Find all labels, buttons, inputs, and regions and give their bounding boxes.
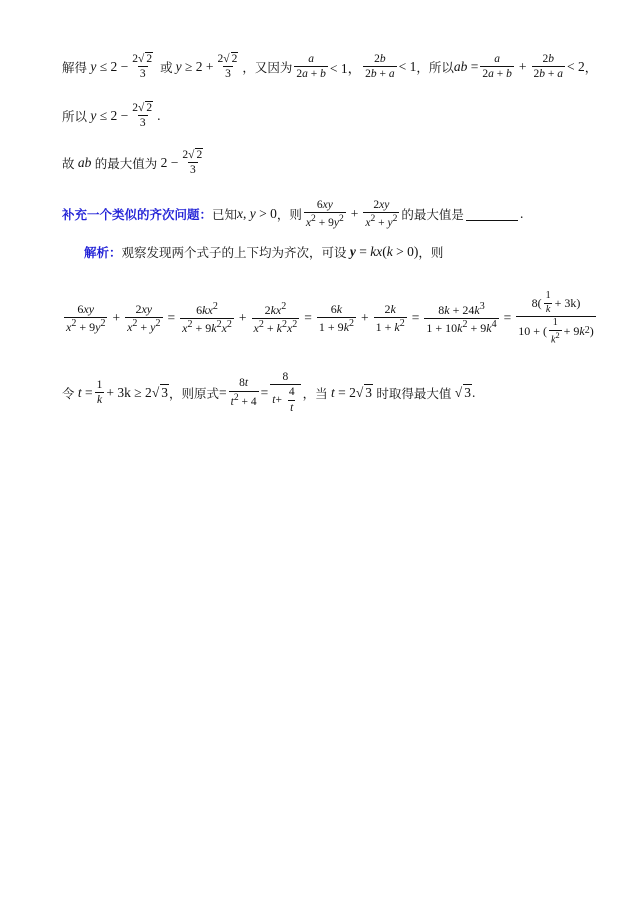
solution-text: 观察发现两个式子的上下均为齐次，可设: [121, 245, 347, 260]
frac-1-over-k: $\frac{1}{k}$: [96, 378, 103, 407]
frac-2sqrt2-over-3-b: $\frac{2√ 2}{3}$: [216, 52, 241, 82]
text-comma: ，: [584, 59, 598, 75]
math-t-eq: t =: [77, 384, 93, 400]
text-shiqude: 时取得最大值: [376, 385, 452, 401]
math-xy-gt-0: x, y > 0: [237, 206, 277, 222]
frac-2xy: $\frac{2xy}{x^2 + y^2}$: [365, 199, 398, 230]
solution-line: [84, 243, 443, 261]
frac-a-over-2a-b-2: $\frac{a}{2a + b}$: [482, 53, 512, 81]
frac-6xy: $\frac{6xy}{x^2 + 9y^2}$: [305, 199, 344, 230]
eq-frac-1: $\frac{6xy}{x^2 + 9y^2}$: [66, 301, 106, 334]
question-line: [62, 198, 523, 231]
eq-frac-3: $\frac{6kx^2}{x^2 + 9k^2x^2}$: [182, 300, 232, 335]
math-lt-1: < 1，: [329, 60, 362, 76]
text-ling: 令: [62, 385, 75, 401]
eq-equals-1: =: [167, 310, 176, 326]
math-eq-2: =: [260, 384, 269, 400]
frac-2sqrt2-over-3-c: $\frac{2√ 2}{3}$: [130, 101, 155, 131]
text-zuidazhi: 的最大值为: [94, 155, 158, 171]
answer-blank: [466, 208, 518, 221]
frac-a-over-2a-b: $\frac{a}{2a + b}$: [296, 53, 326, 81]
text-dang: ，当: [302, 385, 328, 401]
line-2: [62, 101, 160, 131]
frac-8-over-t-4t: 8 t + $\frac{4}{t}$: [270, 370, 300, 415]
text-yizhi: 已知: [212, 207, 238, 223]
eq-equals-3: =: [411, 310, 420, 326]
eq-frac-6: $\frac{2k}{1 + k^2}$: [375, 301, 405, 334]
math-sqrt3: √ 3: [451, 385, 472, 401]
eq-plus-1: +: [112, 310, 121, 326]
math-ab-eq: ab =: [453, 58, 479, 74]
text-suoyi-2: 所以: [62, 108, 88, 124]
question-heading: 补充一个类似的齐次问题：: [62, 207, 213, 223]
math-eq-1: =: [219, 384, 227, 400]
eq-frac-5: $\frac{6k}{1 + 9k^2}$: [318, 301, 355, 334]
eq-equals-2: =: [304, 310, 312, 326]
eq-frac-2: $\frac{2xy}{x^2 + y^2}$: [127, 301, 161, 334]
text-ze-2: ，则: [418, 245, 444, 260]
eq-plus-3: +: [361, 310, 369, 326]
eq-frac-8: 8( $\frac{1}{k}$ + 3k) 10 + ( $\frac{1}{k^2}$ + 9 k 2 ): [518, 290, 594, 345]
text-period-last: .: [471, 384, 476, 400]
math-plus: +: [518, 58, 527, 74]
frac-8t: $\frac{8t}{t^2 + 4}$: [230, 377, 257, 408]
text-ze: ，则: [276, 207, 302, 223]
text-period: .: [157, 107, 161, 123]
solution-label: 解析：: [84, 245, 122, 260]
text-suoyi: ，所以: [416, 59, 454, 75]
math-y-kx: y = kx(k > 0): [349, 244, 419, 259]
frac-2sqrt2-over-3-d: $\frac{2√ 2}{3}$: [180, 148, 205, 178]
text-huo: 或: [160, 59, 173, 75]
frac-2b-over-2b-a-2: $\frac{2b}{2b + a}$: [533, 53, 563, 81]
text-youyinwei: ，又因为: [242, 59, 293, 75]
math-ab: ab: [77, 154, 92, 170]
text-period-q: .: [519, 206, 524, 222]
math-2-minus: 2 −: [157, 154, 179, 170]
eq-frac-7: $\frac{8k + 24k^3}{1 + 10k^2 + 9k^4}$: [426, 300, 497, 335]
line-3: [62, 148, 207, 178]
math-y-le-2: y ≤ 2 −: [90, 107, 129, 123]
math-lt-1-b: < 1: [398, 58, 417, 74]
math-plus-q: +: [350, 206, 359, 222]
text-ze-yuanshi: ，则原式: [168, 385, 219, 401]
eq-plus-2: +: [238, 310, 247, 326]
frac-2sqrt2-over-3: $\frac{2√ 2}{3}$: [130, 52, 155, 82]
text-jiede: 解得: [62, 59, 88, 75]
text-zuidazhi-shi: 的最大值是: [401, 207, 464, 223]
text-gu: 故: [62, 155, 75, 171]
equation-chain: [62, 290, 598, 346]
frac-2b-over-2b-a: $\frac{2b}{2b + a}$: [365, 53, 395, 81]
math-y-ge: y ≥ 2 +: [175, 58, 214, 74]
eq-frac-4: $\frac{2kx^2}{x^2 + k^2x^2}$: [253, 300, 298, 335]
math-lt-2: < 2: [567, 58, 585, 74]
math-y-le: y ≤ 2 −: [90, 58, 129, 74]
line-1: [62, 52, 597, 82]
math-t-2sqrt3: t = 2√ 3: [328, 385, 377, 401]
math-3k-ge: + 3k ≥ 2√ 3: [106, 385, 169, 401]
last-line: [62, 370, 475, 415]
eq-equals-4: =: [503, 310, 512, 326]
